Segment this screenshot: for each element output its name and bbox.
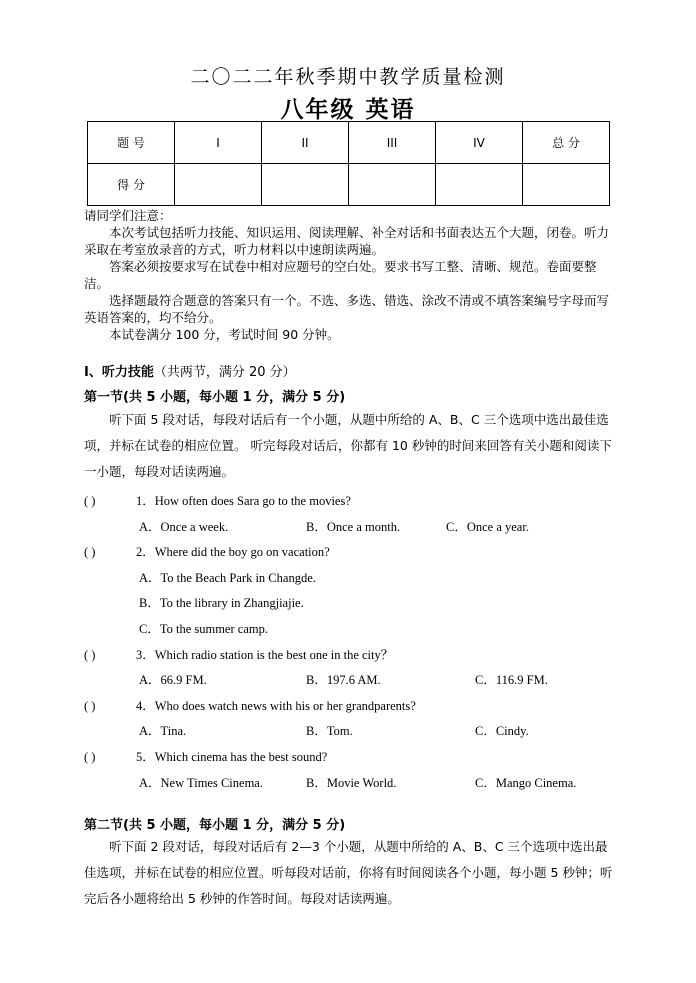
score-table-score-row <box>88 164 610 206</box>
option-b: B．To the library in Zhangjiajie. <box>139 596 304 610</box>
question-text: 2．Where did the boy go on vacation? <box>136 545 330 559</box>
notice-block <box>84 207 614 343</box>
answer-blank[interactable]: ( ) <box>84 750 96 764</box>
option-a: A．To the Beach Park in Changde. <box>139 571 316 585</box>
part1-title: I、听力技能 <box>84 365 154 380</box>
answer-blank[interactable]: ( ) <box>84 545 96 559</box>
option-b: B．197.6 AM. <box>306 673 381 687</box>
option-c: C．116.9 FM. <box>475 673 548 687</box>
score-table-cell: III <box>349 122 436 164</box>
option-a: A．Once a week. <box>139 520 229 534</box>
option-c: C．Mango Cinema. <box>475 776 577 790</box>
score-table-cell: I <box>175 122 262 164</box>
option-a: A．66.9 FM. <box>139 673 207 687</box>
section1-heading: 第一节(共 5 小题，每小题 1 分，满分 5 分) <box>84 390 346 405</box>
answer-blank[interactable]: ( ) <box>84 699 96 713</box>
question-text: 1．How often does Sara go to the movies? <box>136 494 351 508</box>
question-text: 3．Which radio station is the best one in the city？ <box>136 648 394 662</box>
score-table-header-row <box>88 122 610 164</box>
part1-note: （共两节，满分 20 分） <box>153 365 296 380</box>
section1-instructions: 听下面 5 段对话，每段对话后有一个小题，从题中所给的 A、B、C 三个选项中选出最佳选项，并标在试卷的相应位置。 听完每段对话后，你都有 10 秒钟的时间来回答有关小题和阅读下一小题，每段对话读两遍。 <box>84 412 612 479</box>
score-table-cell: 得 分 <box>88 164 175 206</box>
question-text: 5．Which cinema has the best sound? <box>136 750 328 764</box>
score-table-cell: 题 号 <box>88 122 175 164</box>
notice-heading: 请同学们注意： <box>84 208 172 223</box>
option-c: C．Once a year. <box>446 520 529 534</box>
option-a: A．New Times Cinema. <box>139 776 263 790</box>
score-table-cell: II <box>262 122 349 164</box>
answer-blank[interactable]: ( ) <box>84 494 96 508</box>
part1-heading <box>84 361 296 380</box>
score-table-cell: IV <box>436 122 523 164</box>
score-input-cell[interactable] <box>175 164 262 206</box>
section2-heading: 第二节(共 5 小题，每小题 1 分，满分 5 分) <box>84 818 346 833</box>
question-1 <box>84 491 351 509</box>
section2-instructions: 听下面 2 段对话，每段对话后有 2—3 个小题，从题中所给的 A、B、C 三个选项中选出最佳选项，并标在试卷的相应位置。听每段对话前，你将有时间阅读各个小题，每小题 5 秒钟；听完后各小题将给出 5 秒钟的作答时间。每段对话读两遍。 <box>84 839 613 906</box>
score-input-cell[interactable] <box>262 164 349 206</box>
score-input-cell[interactable] <box>349 164 436 206</box>
option-b: B．Once a month. <box>306 520 401 534</box>
option-c: C．To the summer camp. <box>139 622 268 636</box>
question-4 <box>84 696 416 714</box>
notice-line: 答案必须按要求写在试卷中相对应题号的空白处。要求书写工整、清晰、规范。卷面要整洁。 <box>84 259 597 291</box>
option-b: B．Tom. <box>306 724 353 738</box>
option-b: B．Movie World. <box>306 776 397 790</box>
question-text: 4．Who does watch news with his or her grandparents? <box>136 699 416 713</box>
exam-title: 二〇二二年秋季期中教学质量检测 <box>190 66 506 88</box>
score-table <box>87 121 610 206</box>
score-table-cell: 总 分 <box>523 122 610 164</box>
exam-subtitle: 八年级 英语 <box>280 97 416 123</box>
answer-blank[interactable]: ( ) <box>84 648 96 662</box>
notice-line: 选择题最符合题意的答案只有一个。不选、多选、错选、涂改不清或不填答案编号字母而写英语答案的，均不给分。 <box>84 293 610 325</box>
score-input-cell[interactable] <box>523 164 610 206</box>
option-c: C．Cindy. <box>475 724 529 738</box>
question-2 <box>84 542 330 560</box>
question-5 <box>84 747 327 765</box>
notice-line: 本试卷满分 100 分，考试时间 90 分钟。 <box>109 327 340 342</box>
notice-line: 本次考试包括听力技能、知识运用、阅读理解、补全对话和书面表达五个大题，闭卷。听力采取在考室放录音的方式，听力材料以中速朗读两遍。 <box>84 225 610 257</box>
question-3 <box>84 645 393 663</box>
score-input-cell[interactable] <box>436 164 523 206</box>
option-a: A．Tina. <box>139 724 187 738</box>
